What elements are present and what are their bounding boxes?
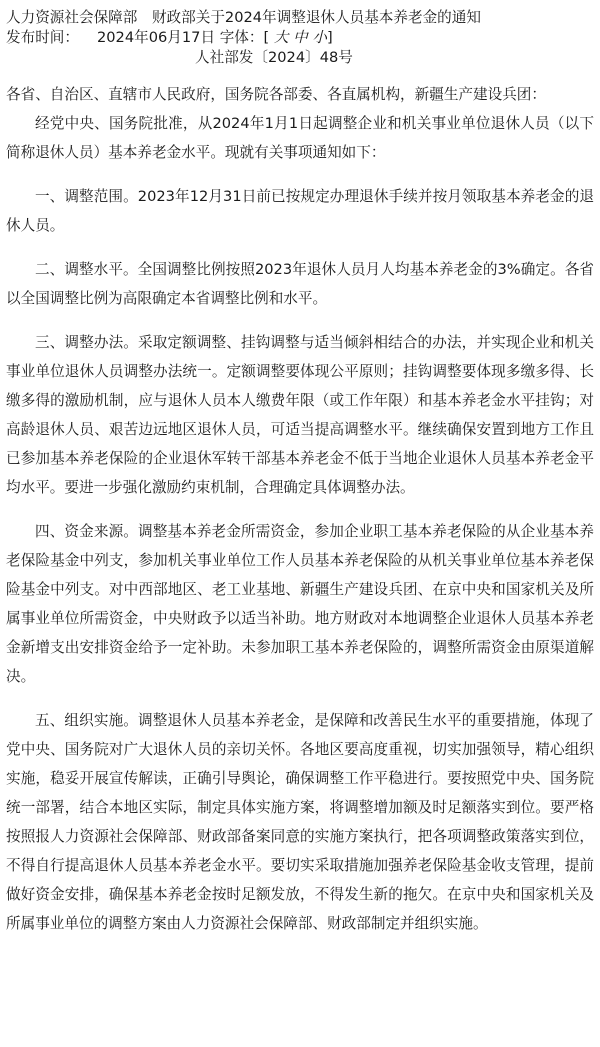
paragraph-level: 二、调整水平。全国调整比例按照2023年退休人员月人均基本养老金的3%确定。各省以全国调整比例为高限确定本省调整比例和水平。: [6, 261, 594, 307]
addressee: 各省、自治区、直辖市人民政府，国务院各部委、各直属机构，新疆生产建设兵团：: [6, 86, 546, 103]
font-size-medium-button[interactable]: 中: [293, 29, 308, 46]
font-size-switch: [263, 29, 332, 46]
font-size-label: 字体：: [219, 29, 264, 46]
publish-meta: [6, 28, 333, 48]
intro-paragraph: 经党中央、国务院批准，从2024年1月1日起调整企业和机关事业单位退休人员（以下简称退休人员）基本养老金水平。现就有关事项通知如下：: [6, 115, 594, 161]
document-number: 人社部发〔2024〕48号: [195, 49, 353, 66]
paragraph-scope: 一、调整范围。2023年12月31日前已按规定办理退休手续并按月领取基本养老金的退休人员。: [6, 188, 594, 234]
font-size-small-button[interactable]: 小: [312, 29, 327, 46]
notice-title: 人力资源社会保障部 财政部关于2024年调整退休人员基本养老金的通知: [6, 9, 481, 26]
font-bracket-close: ]: [326, 29, 333, 46]
publish-date: 2024年06月17日: [96, 29, 216, 46]
publish-label: 发布时间：: [6, 29, 79, 46]
paragraph-implementation: 五、组织实施。调整退休人员基本养老金，是保障和改善民生水平的重要措施，体现了党中央、国务院对广大退休人员的亲切关怀。各地区要高度重视，切实加强领导，精心组织实施，稳妥开展宣传解读，正确引导舆论，确保调整工作平稳进行。要按照党中央、国务院统一部署，结合本地区实际，制定具体实施方案，将调整增加额及时足额落实到位。要严格按照报人力资源社会保障部、财政部备案同意的实施方案执行，把各项调整政策落实到位，不得自行提高退休人员基本养老金水平。要切实采取措施加强养老保险基金收支管理，提前做好资金安排，确保基本养老金按时足额发放，不得发生新的拖欠。在京中央和国家机关及所属事业单位的调整方案由人力资源社会保障部、财政部制定并组织实施。: [6, 712, 594, 932]
notice-body: [6, 80, 594, 953]
font-bracket-open: [: [263, 29, 270, 46]
font-size-large-button[interactable]: 大: [273, 29, 289, 46]
paragraph-method: 三、调整办法。采取定额调整、挂钩调整与适当倾斜相结合的办法，并实现企业和机关事业单位退休人员调整办法统一。定额调整要体现公平原则；挂钩调整要体现多缴多得、长缴多得的激励机制，应与退休人员本人缴费年限（或工作年限）和基本养老金水平挂钩；对高龄退休人员、艰苦边远地区退休人员，可适当提高调整水平。继续确保安置到地方工作且已参加基本养老保险的企业退休军转干部基本养老金不低于当地企业退休人员基本养老金平均水平。要进一步强化激励约束机制，合理确定具体调整办法。: [6, 334, 594, 496]
paragraph-funding: 四、资金来源。调整基本养老金所需资金，参加企业职工基本养老保险的从企业基本养老保险基金中列支，参加机关事业单位工作人员基本养老保险的从机关事业单位基本养老保险基金中列支。对中西部地区、老工业基地、新疆生产建设兵团、在京中央和国家机关及所属事业单位所需资金，中央财政予以适当补助。地方财政对本地调整企业退休人员基本养老金新增支出安排资金给予一定补助。未参加职工基本养老保险的，调整所需资金由原渠道解决。: [6, 523, 594, 685]
